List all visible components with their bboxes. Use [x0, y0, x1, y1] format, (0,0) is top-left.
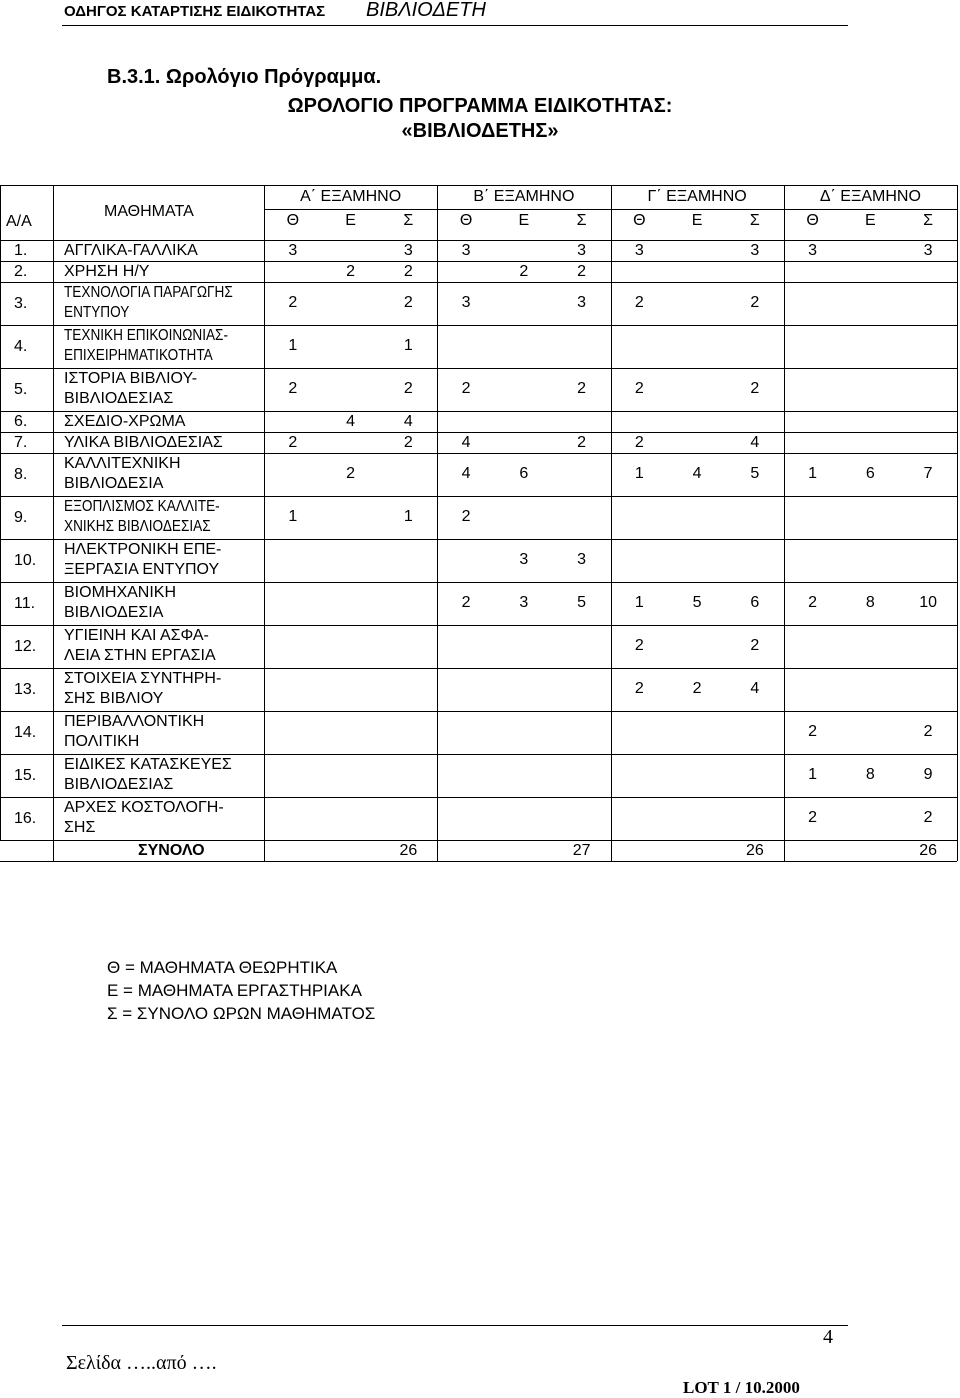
hours-value: 8	[865, 766, 875, 783]
hours-value: 3	[808, 242, 818, 259]
hours-value: 2	[346, 263, 356, 280]
hours-value: 2	[288, 294, 298, 311]
hours-value: 3	[403, 242, 413, 259]
hours-value: 2	[461, 594, 471, 611]
table-rule	[611, 185, 612, 861]
row-number: 1.	[14, 241, 28, 259]
schedule-subtitle: «ΒΙΒΛΙΟΔΕΤΗΣ»	[401, 120, 559, 142]
row-number: 15.	[14, 766, 37, 784]
hours-value: 1	[634, 594, 644, 611]
table-rule	[0, 711, 957, 712]
subject-name: ΥΓΙΕΙΝΗ ΚΑΙ ΑΣΦΑ-	[64, 627, 209, 644]
row-number: 5.	[14, 380, 28, 398]
subject-name-cont: ΕΠΙΧΕΙΡΗΜΑΤΙΚΟΤΗΤΑ	[64, 347, 213, 364]
row-number: 2.	[14, 262, 28, 280]
subject-name-cont: ΠΟΛΙΤΙΚΗ	[64, 733, 140, 750]
subject-name-cont: ΕΝΤΥΠΟΥ	[64, 304, 130, 321]
hours-value: 6	[519, 465, 529, 482]
header-semester: Γ΄ ΕΞΑΜΗΝΟ	[647, 188, 747, 205]
hours-value: 2	[461, 508, 471, 525]
table-rule	[0, 496, 957, 497]
hours-value: 2	[634, 434, 644, 451]
hours-value: 3	[634, 242, 644, 259]
hours-value: 2	[577, 380, 587, 397]
hours-value: 2	[634, 294, 644, 311]
total-value: 27	[572, 842, 591, 859]
subject-name: ΤΕΧΝΟΛΟΓΙΑ ΠΑΡΑΓΩΓΗΣ	[64, 284, 233, 301]
hours-value: 2	[750, 637, 760, 654]
footer-rule	[62, 1325, 848, 1326]
hours-value: 5	[750, 465, 760, 482]
subject-name: ΕΙΔΙΚΕΣ ΚΑΤΑΣΚΕΥΕΣ	[64, 756, 232, 773]
subject-name: ΣΤΟΙΧΕΙΑ ΣΥΝΤΗΡΗ-	[64, 670, 222, 687]
header-guide-title: ΟΔΗΓΟΣ ΚΑΤΑΡΤΙΣΗΣ ΕΙΔΙΚΟΤΗΤΑΣ	[64, 3, 326, 20]
header-sub: Ε	[518, 212, 530, 229]
row-number: 3.	[14, 294, 28, 312]
row-number: 8.	[14, 465, 28, 483]
hours-value: 4	[692, 465, 702, 482]
subject-name: ΙΣΤΟΡΙΑ ΒΙΒΛΙΟΥ-	[64, 370, 198, 387]
hours-value: 2	[519, 263, 529, 280]
hours-value: 2	[808, 723, 818, 740]
table-rule	[0, 185, 1, 840]
hours-value: 2	[403, 294, 413, 311]
table-rule	[0, 582, 957, 583]
legend-theory: Θ = ΜΑΘΗΜΑΤΑ ΘΕΩΡΗΤΙΚΑ	[107, 958, 338, 977]
hours-value: 3	[577, 551, 587, 568]
table-rule	[0, 411, 957, 412]
header-sub: Σ	[403, 212, 414, 229]
hours-value: 7	[923, 465, 933, 482]
subject-name-cont: ΧΝΙΚΗΣ ΒΙΒΛΙΟΔΕΣΙΑΣ	[64, 518, 211, 535]
legend-total: Σ = ΣΥΝΟΛΟ ΩΡΩΝ ΜΑΘΗΜΑΤΟΣ	[107, 1004, 376, 1023]
header-subjects: ΜΑΘΗΜΑΤΑ	[104, 203, 194, 220]
hours-value: 2	[808, 594, 818, 611]
subject-name-cont: ΒΙΒΛΙΟΔΕΣΙΑ	[64, 604, 164, 621]
hours-value: 6	[750, 594, 760, 611]
subject-name-cont: ΒΙΒΛΙΟΔΕΣΙΑ	[64, 475, 164, 492]
subject-name: ΥΛΙΚΑ ΒΙΒΛΙΟΔΕΣΙΑΣ	[64, 434, 223, 451]
header-sub: Σ	[576, 212, 587, 229]
hours-value: 4	[750, 434, 760, 451]
hours-value: 2	[750, 294, 760, 311]
hours-value: 1	[403, 508, 413, 525]
header-specialty: ΒΙΒΛΙΟΔΕΤΗ	[366, 0, 486, 21]
subject-name-cont: ΒΙΒΛΙΟΔΕΣΙΑΣ	[64, 390, 174, 407]
subject-name: ΗΛΕΚΤΡΟΝΙΚΗ ΕΠΕ-	[64, 541, 222, 558]
header-aa: Α/Α	[6, 213, 32, 230]
row-number: 13.	[14, 680, 37, 698]
hours-value: 4	[750, 680, 760, 697]
hours-value: 2	[577, 263, 587, 280]
table-rule	[0, 625, 957, 626]
subject-name: ΒΙΟΜΗΧΑΝΙΚΗ	[64, 584, 177, 601]
table-rule	[0, 539, 957, 540]
header-sub: Σ	[749, 212, 760, 229]
header-sub: Ε	[865, 212, 876, 229]
header-semester: Δ΄ ΕΞΑΜΗΝΟ	[819, 188, 921, 205]
hours-value: 3	[577, 242, 587, 259]
subject-name-cont: ΒΙΒΛΙΟΔΕΣΙΑΣ	[64, 776, 174, 793]
section-heading: Β.3.1. Ωρολόγιο Πρόγραμμα.	[107, 66, 382, 88]
row-number: 9.	[14, 508, 28, 526]
header-sub: Σ	[923, 212, 934, 229]
subject-name-cont: ΣΗΣ	[64, 819, 96, 836]
hours-value: 9	[923, 766, 933, 783]
hours-value: 3	[519, 551, 529, 568]
hours-value: 1	[634, 465, 644, 482]
hours-value: 3	[461, 242, 471, 259]
header-sub: Θ	[806, 212, 819, 229]
hours-value: 1	[403, 337, 413, 354]
hours-value: 2	[750, 380, 760, 397]
hours-value: 1	[288, 337, 298, 354]
subject-name: ΤΕΧΝΙΚΗ ΕΠΙΚΟΙΝΩΝΙΑΣ-	[64, 327, 228, 344]
table-rule	[437, 185, 438, 861]
hours-value: 2	[634, 680, 644, 697]
table-rule	[0, 282, 957, 283]
hours-value: 3	[923, 242, 933, 259]
total-label: ΣΥΝΟΛΟ	[138, 842, 205, 859]
table-rule	[0, 754, 957, 755]
header-semester: Β΄ ΕΞΑΜΗΝΟ	[473, 188, 575, 205]
hours-value: 4	[403, 413, 413, 430]
hours-value: 4	[346, 413, 356, 430]
table-rule	[264, 185, 265, 861]
subject-name: ΠΕΡΙΒΑΛΛΟΝΤΙΚΗ	[64, 713, 205, 730]
subject-name: ΣΧΕΔΙΟ-ΧΡΩΜΑ	[64, 413, 186, 430]
lot-code: LOT 1 / 10.2000	[683, 1378, 800, 1397]
hours-value: 4	[461, 465, 471, 482]
page-of-text: Σελίδα …..από ….	[66, 1352, 217, 1374]
hours-value: 3	[461, 294, 471, 311]
hours-value: 2	[403, 434, 413, 451]
table-rule	[784, 185, 785, 861]
hours-value: 10	[919, 594, 938, 611]
schedule-title: ΩΡΟΛΟΓΙΟ ΠΡΟΓΡΑΜΜΑ ΕΙΔΙΚΟΤΗΤΑΣ:	[287, 95, 673, 117]
row-number: 4.	[14, 337, 28, 355]
total-value: 26	[919, 842, 938, 859]
hours-value: 1	[808, 465, 818, 482]
row-number: 7.	[14, 433, 28, 451]
row-number: 11.	[14, 594, 36, 612]
hours-value: 3	[288, 242, 298, 259]
table-rule	[0, 797, 957, 798]
table-rule	[53, 185, 54, 861]
table-rule	[0, 325, 957, 326]
subject-name-cont: ΣΗΣ ΒΙΒΛΙΟΥ	[64, 690, 164, 707]
hours-value: 2	[577, 434, 587, 451]
hours-value: 2	[634, 637, 644, 654]
hours-value: 5	[692, 594, 702, 611]
subject-name: ΑΡΧΕΣ ΚΟΣΤΟΛΟΓΗ-	[64, 799, 224, 816]
table-rule	[0, 668, 957, 669]
hours-value: 1	[288, 508, 298, 525]
hours-value: 3	[519, 594, 529, 611]
header-semester: Α΄ ΕΞΑΜΗΝΟ	[300, 188, 402, 205]
page-number: 4	[823, 1326, 833, 1348]
hours-value: 2	[461, 380, 471, 397]
running-header	[62, 0, 848, 26]
hours-value: 5	[577, 594, 587, 611]
hours-value: 2	[923, 723, 933, 740]
table-rule	[0, 368, 957, 369]
header-sub: Θ	[459, 212, 473, 229]
subject-name-cont: ΞΕΡΓΑΣΙΑ ΕΝΤΥΠΟΥ	[64, 561, 220, 578]
subject-name: ΚΑΛΛΙΤΕΧΝΙΚΗ	[64, 455, 181, 472]
table-rule	[0, 261, 957, 262]
row-number: 6.	[14, 412, 28, 430]
table-rule	[0, 861, 957, 862]
table-rule	[957, 185, 958, 861]
subject-name: ΧΡΗΣΗ Η/Υ	[64, 263, 150, 280]
subject-name-cont: ΛΕΙΑ ΣΤΗΝ ΕΡΓΑΣΙΑ	[64, 647, 216, 664]
hours-value: 2	[808, 809, 818, 826]
table-rule	[0, 432, 957, 433]
hours-value: 2	[288, 434, 298, 451]
header-sub: Ε	[691, 212, 703, 229]
row-number: 14.	[14, 723, 37, 741]
row-number: 12.	[14, 637, 37, 655]
hours-value: 2	[346, 465, 356, 482]
row-number: 16.	[14, 809, 37, 827]
hours-value: 2	[403, 380, 413, 397]
table-rule	[0, 840, 957, 841]
row-number: 10.	[14, 551, 37, 569]
header-sub: Θ	[633, 212, 646, 229]
subject-name: ΕΞΟΠΛΙΣΜΟΣ ΚΑΛΛΙΤΕ-	[64, 498, 220, 515]
hours-value: 2	[923, 809, 933, 826]
hours-value: 3	[577, 294, 587, 311]
table-rule	[0, 185, 957, 186]
hours-value: 2	[403, 263, 413, 280]
total-value: 26	[745, 842, 764, 859]
header-sub: Θ	[286, 212, 300, 229]
hours-value: 2	[288, 380, 298, 397]
hours-value: 6	[865, 465, 875, 482]
hours-value: 8	[865, 594, 875, 611]
header-sub: Ε	[345, 212, 356, 229]
subject-name: ΑΓΓΛΙΚΑ-ΓΑΛΛΙΚΑ	[64, 242, 198, 259]
hours-value: 3	[750, 242, 760, 259]
hours-value: 2	[692, 680, 702, 697]
hours-value: 2	[634, 380, 644, 397]
table-rule	[0, 453, 957, 454]
hours-value: 4	[461, 434, 471, 451]
legend-lab: Ε = ΜΑΘΗΜΑΤΑ ΕΡΓΑΣΤΗΡΙΑΚΑ	[107, 981, 362, 1000]
hours-value: 1	[808, 766, 818, 783]
total-value: 26	[399, 842, 418, 859]
table-rule	[0, 240, 957, 241]
